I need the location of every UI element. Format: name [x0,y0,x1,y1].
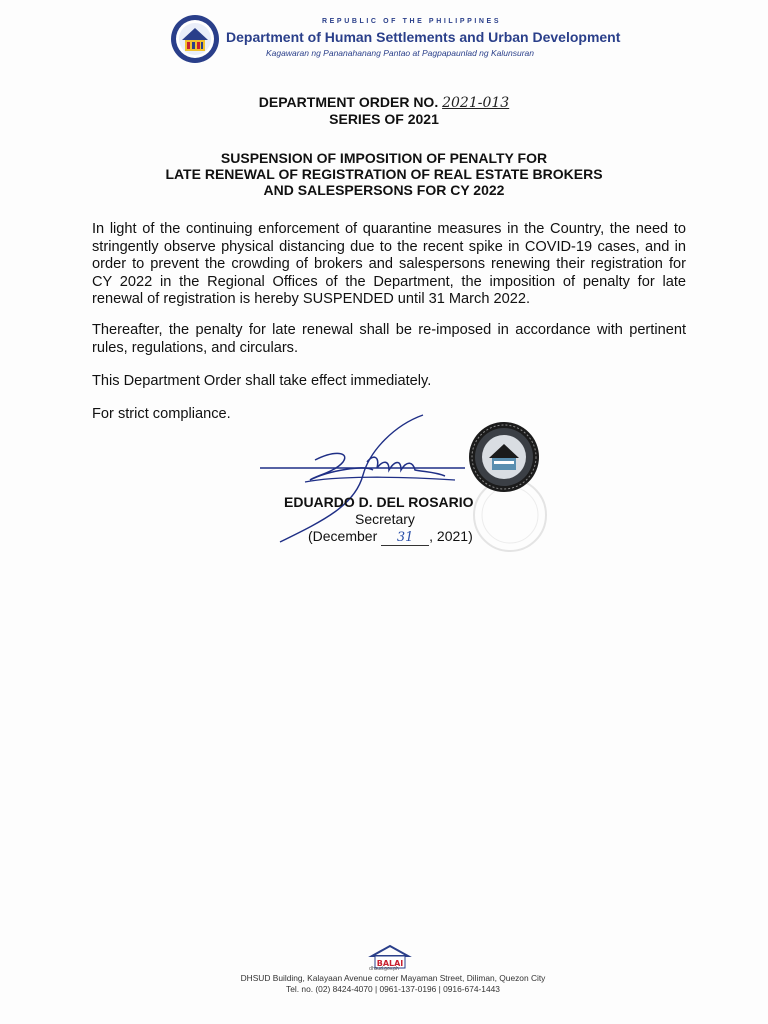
order-number: 2021-013 [442,95,510,111]
date-day-handwritten: 31 [381,530,429,546]
order-label: DEPARTMENT ORDER NO. [258,94,439,110]
order-number-line [0,94,768,112]
subject-line-1: SUSPENSION OF IMPOSITION OF PENALTY FOR [220,150,548,166]
footer-social: dhsud.gov.ph [369,966,399,972]
department-name: Department of Human Settlements and Urban Development [226,29,621,45]
signatory-title: Secretary [355,511,415,527]
order-series: SERIES OF 2021 [329,111,439,127]
official-seal-stamp-icon [467,420,541,494]
signature-date [308,528,473,546]
date-suffix: , 2021) [429,528,473,544]
paragraph-3: This Department Order shall take effect immediately. [92,373,432,389]
republic-heading: REPUBLIC OF THE PHILIPPINES [322,18,502,25]
footer-address: DHSUD Building, Kalayaan Avenue corner Mayaman Street, Diliman, Quezon City [240,973,546,983]
paragraph-4: For strict compliance. [92,406,231,422]
paragraph-1: In light of the continuing enforcement of quarantine measures in the Country, the need to stringently observe physical distancing due to the recent spike in COVID-19 cases, and in order to prevent the crowding of brokers and salespersons renewing their registration for CY 2022 in the Regional Offices of the Department, the imposition of penalty for late renewal of registration is hereby SUSPENDED until 31 March 2022. [92,221,686,307]
date-prefix: (December [308,528,378,544]
balai-logo-text: BALAI [376,959,404,968]
subject-line-2: LATE RENEWAL OF REGISTRATION OF REAL ESTATE BROKERS [165,166,603,182]
footer-telephone: Tel. no. (02) 8424-4070 | 0961-137-0196 | 0916-674-1443 [286,984,500,994]
subject-line-3: AND SALESPERSONS FOR CY 2022 [263,182,505,198]
signatory-name: EDUARDO D. DEL ROSARIO [284,494,474,510]
department-tagalog-name: Kagawaran ng Pananahanang Pantao at Pagpapaunlad ng Kalunsuran [266,48,534,58]
dhsud-seal-icon [170,14,220,64]
paragraph-2: Thereafter, the penalty for late renewal shall be re-imposed in accordance with pertinent rules, regulations, and circulars. [92,322,686,356]
